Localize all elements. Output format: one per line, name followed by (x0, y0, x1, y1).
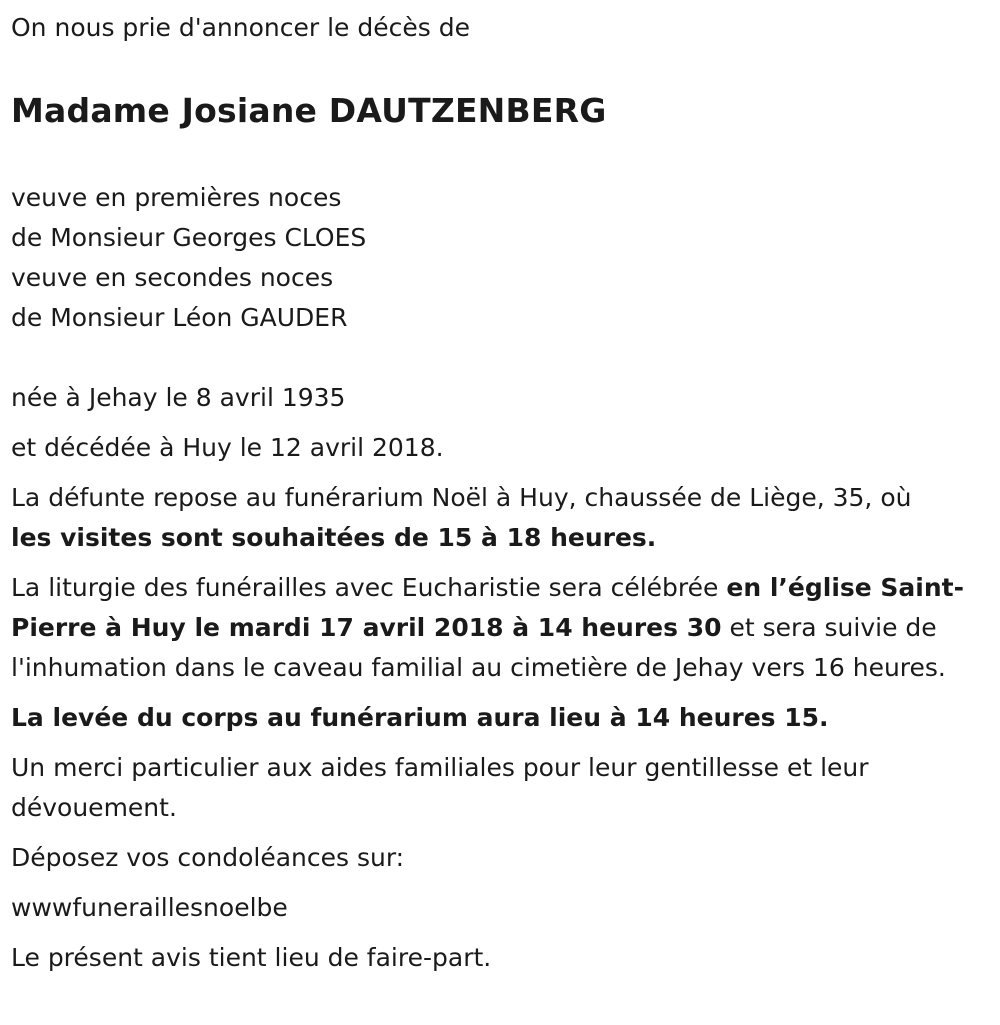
spouse-line: veuve en premières noces (11, 183, 342, 212)
spouse-line: de Monsieur Georges CLOES (11, 223, 367, 252)
condolences-label: Déposez vos condoléances sur: (11, 843, 405, 872)
liturgy-text-start: La liturgie des funérailles avec Eucharistie sera célébrée (11, 573, 727, 602)
deceased-name: Madame Josiane DAUTZENBERG (11, 91, 607, 130)
thanks-paragraph: Un merci particulier aux aides familiales pour leur gentillesse et leur dévouement. (11, 753, 869, 822)
levee-paragraph (11, 698, 996, 738)
death-line: et décédée à Huy le 12 avril 2018. (11, 433, 444, 462)
intro-line: On nous prie d'annoncer le décès de (11, 13, 470, 42)
spouses-block (11, 178, 996, 338)
liturgy-paragraph (11, 568, 996, 688)
visits-hours: les visites sont souhaitées de 15 à 18 heures. (11, 523, 657, 552)
liturgy-church-date: en l’église Saint-Pierre à Huy le mardi 17 avril 2018 à 14 heures 30 (11, 573, 964, 642)
levee-text: La levée du corps au funérarium aura lieu à 14 heures 15. (11, 703, 829, 732)
condolences-url[interactable]: wwwfuneraillesnoelbe (11, 893, 288, 922)
repose-paragraph (11, 478, 996, 558)
death-notice (11, 8, 996, 978)
spouse-line: veuve en secondes noces (11, 263, 334, 292)
birth-line: née à Jehay le 8 avril 1935 (11, 383, 346, 412)
repose-text: La défunte repose au funérarium Noël à Huy, chaussée de Liège, 35, où (11, 483, 912, 512)
spouse-line: de Monsieur Léon GAUDER (11, 303, 348, 332)
liturgy-text-end: et sera suivie de l'inhumation dans le caveau familial au cimetière de Jehay vers 16 heures. (11, 613, 946, 682)
closing-line: Le présent avis tient lieu de faire-part. (11, 943, 492, 972)
